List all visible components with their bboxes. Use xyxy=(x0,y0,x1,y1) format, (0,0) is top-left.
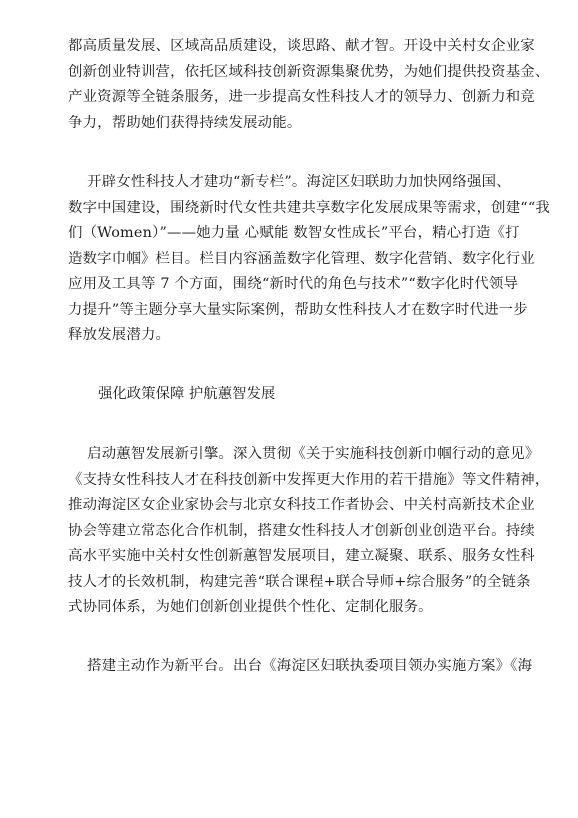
text-line: 式协同体系，为她们创新创业提供个性化、定制化服务。 xyxy=(68,599,433,615)
text-line: 产业资源等全链条服务，进一步提高女性科技人才的领导力、创新力和竞 xyxy=(68,89,535,105)
text-line: 都高质量发展、区域高品质建设，谈思路、献才智。开设中关村女企业家 xyxy=(68,38,535,54)
paragraph-continuation xyxy=(68,34,550,136)
paragraph-spacer xyxy=(68,136,520,170)
section-heading: 强化政策保障 护航蕙智发展 xyxy=(98,385,276,402)
text-line: 数字中国建设，围绕新时代女性共建共享数字化发展成果等需求，创建““我 xyxy=(68,199,551,216)
text-line: 力提升”等主题分享大量实际案例，帮助女性科技人才在数字时代进一步 xyxy=(68,301,528,318)
paragraph-engine xyxy=(68,442,550,621)
text-line: 高水平实施中关村女性创新蕙智发展项目，建立凝聚、联系、服务女性科 xyxy=(68,548,535,564)
text-line: 启动蕙智发展新引擎。深入贯彻《关于实施科技创新巾帼行动的意见》 xyxy=(68,446,540,462)
paragraph-platform xyxy=(68,654,533,680)
text-line: 推动海淀区女企业家协会与北京女科技工作者协会、中关村高新技术企业 xyxy=(68,497,535,513)
paragraph-spacer xyxy=(68,621,520,654)
text-line: 协会等建立常态化合作机制，搭建女性科技人才创新创业创造平台。持续 xyxy=(68,522,535,539)
document-page xyxy=(68,34,551,679)
paragraph-spacer xyxy=(68,349,520,382)
text-line: 创新创业特训营，依托区域科技创新资源集聚优势，为她们提供投资基金、 xyxy=(68,63,550,80)
text-line: 们（Women）”——她力量 心赋能 数智女性成长”平台，精心打造《打 xyxy=(68,225,520,241)
text-line: 技人才的长效机制，构建完善“联合课程+联合导师+综合服务”的全链条 xyxy=(68,573,531,590)
text-line: 搭建主动作为新平台。出台《海淀区妇联执委项目领办实施方案》《海 xyxy=(68,657,533,674)
text-line: 释放发展潜力。 xyxy=(68,327,171,343)
paragraph-spacer xyxy=(68,407,520,442)
text-line: 《支持女性科技人才在科技创新中发挥更大作用的若干措施》等文件精神， xyxy=(68,471,550,488)
text-line: 造数字巾帼》栏目。栏目内容涵盖数字化管理、数字化营销、数字化行业 xyxy=(68,250,535,267)
text-line: 争力，帮助她们获得持续发展动能。 xyxy=(68,114,302,131)
text-line: 应用及工具等 7 个方面，围绕“新时代的角色与技术”“数字化时代领导 xyxy=(68,276,519,292)
text-line: 开辟女性科技人才建功“新专栏”。海淀区妇联助力加快网络强国、 xyxy=(68,174,511,190)
paragraph-new-column xyxy=(68,170,551,349)
